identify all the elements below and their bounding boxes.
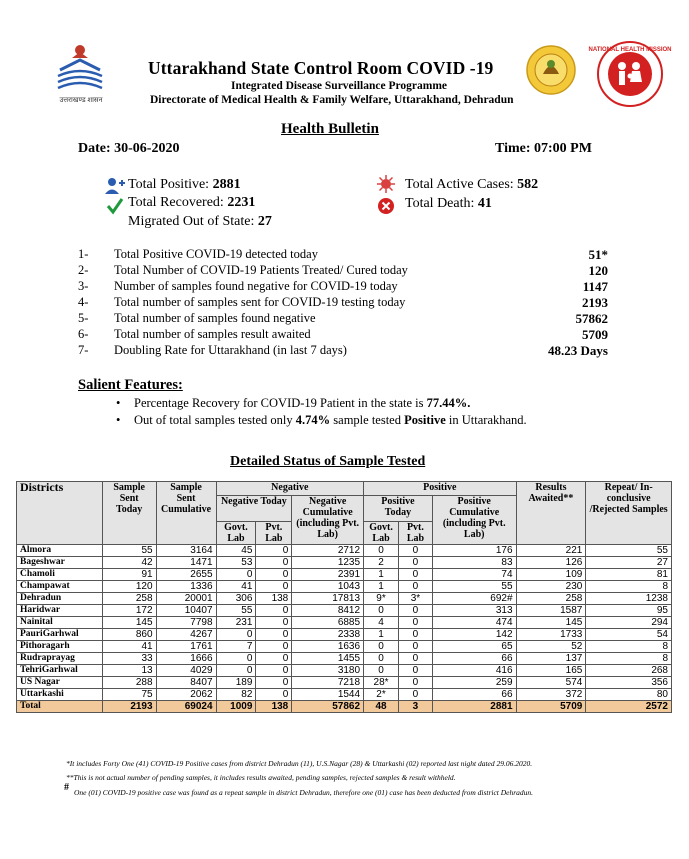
cell-sample-sent-today: 258 (102, 593, 156, 605)
cell-negative-cumulative: 1636 (292, 641, 364, 653)
cell-positive-govt-lab: 0 (364, 545, 399, 557)
cell-sample-sent-today: 172 (102, 605, 156, 617)
cell-positive-pvt-lab: 0 (399, 581, 433, 593)
cell-positive-govt-lab: 1 (364, 629, 399, 641)
header-negative: Negative (216, 482, 364, 496)
cell-results-awaited: 126 (516, 557, 586, 569)
cell-positive-cumulative: 416 (432, 665, 516, 677)
salient-features-list (112, 396, 527, 430)
stat-value: 1147 (582, 279, 608, 294)
sample-status-table (16, 481, 672, 713)
stat-row (78, 247, 608, 263)
stat-label: Total number of samples found negative (114, 311, 316, 325)
cell-positive-cumulative: 474 (432, 617, 516, 629)
positivity-percentage: 4.74% (295, 413, 331, 427)
footnote-hash-mark: # (64, 782, 69, 793)
header-positive-today: Positive Today (364, 496, 433, 522)
table-row (17, 677, 672, 689)
cell-negative-cumulative: 8412 (292, 605, 364, 617)
stat-number: 3- (78, 279, 89, 293)
total-recovered-label: Total Recovered: (128, 195, 224, 210)
cell-negative-govt-lab: 231 (216, 617, 256, 629)
stat-row (78, 327, 608, 343)
header-neg-pvt-lab: Pvt. Lab (256, 522, 292, 545)
salient-features-title: Salient Features: (78, 377, 183, 393)
cell-negative-pvt-lab: 0 (256, 689, 292, 701)
cell-sample-sent-cumulative: 1761 (156, 641, 216, 653)
footnote-positive-cases: *It includes Forty One (41) COVID-19 Positive cases from district Dehradun (11), U.S.Nagar (28) & Uttarkashi (02) reported last night dated 29.06.2020. (66, 759, 533, 768)
stat-number: 5- (78, 311, 89, 325)
cell-negative-pvt-lab: 0 (256, 545, 292, 557)
stat-label: Doubling Rate for Uttarakhand (in last 7 days) (114, 343, 347, 357)
cell-sample-sent-today: 145 (102, 617, 156, 629)
cell-negative-cumulative: 1455 (292, 653, 364, 665)
bulletin-time: Time: 07:00 PM (495, 141, 592, 156)
header-negative-cumulative: Negative Cumulative (including Pvt. Lab) (292, 496, 364, 545)
migrated-line (128, 214, 272, 230)
cell-positive-cumulative: 55 (432, 581, 516, 593)
cell-negative-govt-lab: 0 (216, 653, 256, 665)
cell-sample-sent-cumulative: 2655 (156, 569, 216, 581)
table-row (17, 545, 672, 557)
total-death-value: 41 (477, 196, 492, 211)
header-sample-sent-today: Sample Sent Today (102, 482, 156, 545)
cell-negative-cumulative: 1235 (292, 557, 364, 569)
cell-positive-govt-lab: 2* (364, 689, 399, 701)
cell-positive-pvt-lab: 0 (399, 617, 433, 629)
cell-negative-pvt-lab: 0 (256, 665, 292, 677)
stat-row (78, 311, 608, 327)
header-positive: Positive (364, 482, 516, 496)
cell-district-name: Bageshwar (17, 557, 103, 569)
cell-sample-sent-today: 120 (102, 581, 156, 593)
cell-negative-pvt-lab: 0 (256, 605, 292, 617)
cell-positive-pvt-lab: 0 (399, 629, 433, 641)
cell-district-name: Champawat (17, 581, 103, 593)
cell-results-awaited: 1733 (516, 629, 586, 641)
cell-repeat-samples: 356 (586, 677, 672, 689)
bullet-icon: • (116, 396, 121, 410)
cell-sample-sent-today: 860 (102, 629, 156, 641)
cell-negative-cumulative: 6885 (292, 617, 364, 629)
total-recovered-value: 2231 (227, 195, 256, 210)
nhm-logo-text: NATIONAL HEALTH MISSION (588, 47, 672, 53)
table-row (17, 641, 672, 653)
cell-positive-cumulative: 259 (432, 677, 516, 689)
salient-item-text: in Uttarakhand. (445, 413, 527, 427)
stat-number: 7- (78, 343, 89, 357)
cell-sample-sent-cumulative: 3164 (156, 545, 216, 557)
cell-positive-govt-lab: 4 (364, 617, 399, 629)
cell-positive-pvt-lab: 0 (399, 569, 433, 581)
cell-negative-pvt-lab: 0 (256, 617, 292, 629)
cell-negative-govt-lab: 189 (216, 677, 256, 689)
cell-positive-govt-lab: 1 (364, 581, 399, 593)
cell-negative-pvt-lab: 0 (256, 641, 292, 653)
table-title: Detailed Status of Sample Tested (230, 454, 426, 469)
cell-negative-govt-lab: 0 (216, 629, 256, 641)
table-row (17, 653, 672, 665)
header-subtitle-directorate: Directorate of Medical Health & Family Welfare, Uttarakhand, Dehradun (150, 94, 514, 106)
header-pos-pvt-lab: Pvt. Lab (399, 522, 433, 545)
cell-repeat-samples: 55 (586, 545, 672, 557)
cell-sample-sent-today: 75 (102, 689, 156, 701)
cell-positive-govt-lab: 1 (364, 569, 399, 581)
cell-positive-govt-lab: 28* (364, 677, 399, 689)
total-positive-line (128, 177, 241, 193)
cell-positive-cumulative: 74 (432, 569, 516, 581)
cell-results-awaited: 52 (516, 641, 586, 653)
stat-value: 2193 (582, 295, 608, 310)
cell-sample-sent-today: 2193 (102, 701, 156, 713)
cell-positive-pvt-lab: 3 (399, 701, 433, 713)
cell-results-awaited: 137 (516, 653, 586, 665)
cell-negative-cumulative: 1043 (292, 581, 364, 593)
salient-item-text: Out of total samples tested only (134, 413, 296, 427)
stat-value: 5709 (582, 327, 608, 342)
cell-results-awaited: 574 (516, 677, 586, 689)
cell-negative-pvt-lab: 0 (256, 557, 292, 569)
cell-positive-cumulative: 142 (432, 629, 516, 641)
stat-value: 57862 (575, 311, 608, 326)
table-row (17, 581, 672, 593)
cell-negative-govt-lab: 55 (216, 605, 256, 617)
footnote-repeat-sample: One (01) COVID-19 positive case was found as a repeat sample in district Dehradun, therefore one (01) case has been deducted from district Dehradun. (74, 788, 534, 797)
table-row (17, 629, 672, 641)
cell-sample-sent-cumulative: 1666 (156, 653, 216, 665)
virus-icon (376, 174, 396, 194)
bulletin-date: Date: 30-06-2020 (78, 141, 180, 156)
idsp-emblem-icon (525, 44, 577, 96)
cell-positive-cumulative: 692# (432, 593, 516, 605)
cell-district-name: US Nagar (17, 677, 103, 689)
footnote-pending-samples: **This is not actual number of pending samples, it includes results awaited, pending samples, rejected samples & result withheld. (66, 773, 456, 782)
cell-positive-cumulative: 2881 (432, 701, 516, 713)
cell-district-name: Haridwar (17, 605, 103, 617)
header-districts: Districts (17, 482, 103, 545)
stat-value: 51* (588, 247, 608, 262)
uttarakhand-govt-logo-icon (50, 42, 110, 94)
stat-number: 1- (78, 247, 89, 261)
cell-negative-govt-lab: 82 (216, 689, 256, 701)
stat-number: 2- (78, 263, 89, 277)
cell-repeat-samples: 27 (586, 557, 672, 569)
cell-repeat-samples: 95 (586, 605, 672, 617)
cell-negative-cumulative: 2712 (292, 545, 364, 557)
cell-district-name: Pithoragarh (17, 641, 103, 653)
header-positive-cumulative: Positive Cumulative (including Pvt. Lab) (432, 496, 516, 545)
table-row (17, 557, 672, 569)
cell-district-name: PauriGarhwal (17, 629, 103, 641)
cell-repeat-samples: 8 (586, 581, 672, 593)
cell-sample-sent-today: 41 (102, 641, 156, 653)
cell-negative-govt-lab: 7 (216, 641, 256, 653)
total-positive-value: 2881 (212, 177, 241, 192)
cell-positive-cumulative: 66 (432, 689, 516, 701)
stat-number: 6- (78, 327, 89, 341)
cell-sample-sent-today: 13 (102, 665, 156, 677)
table-body (17, 545, 672, 713)
cell-results-awaited: 109 (516, 569, 586, 581)
cell-results-awaited: 1587 (516, 605, 586, 617)
table-row (17, 605, 672, 617)
cell-sample-sent-today: 55 (102, 545, 156, 557)
salient-item-positivity (112, 413, 527, 430)
table-row (17, 569, 672, 581)
cell-positive-pvt-lab: 0 (399, 545, 433, 557)
check-icon (106, 197, 124, 215)
cell-repeat-samples: 1238 (586, 593, 672, 605)
cell-sample-sent-cumulative: 10407 (156, 605, 216, 617)
total-recovered-line (128, 195, 255, 211)
cell-district-name: Dehradun (17, 593, 103, 605)
header-repeat-samples: Repeat/ In-conclusive /Rejected Samples (586, 482, 672, 545)
cell-negative-cumulative: 2391 (292, 569, 364, 581)
cell-sample-sent-cumulative: 8407 (156, 677, 216, 689)
cell-repeat-samples: 2572 (586, 701, 672, 713)
stat-number: 4- (78, 295, 89, 309)
cell-negative-pvt-lab: 138 (256, 593, 292, 605)
cell-negative-cumulative: 1544 (292, 689, 364, 701)
cell-negative-pvt-lab: 138 (256, 701, 292, 713)
positive-word: Positive (404, 413, 446, 427)
cell-district-name: Chamoli (17, 569, 103, 581)
header-negative-today: Negative Today (216, 496, 292, 522)
cell-positive-pvt-lab: 0 (399, 557, 433, 569)
cell-repeat-samples: 80 (586, 689, 672, 701)
stats-list (78, 247, 608, 359)
header-subtitle-programme: Integrated Disease Surveillance Programme (231, 80, 448, 92)
cell-repeat-samples: 8 (586, 653, 672, 665)
cell-sample-sent-cumulative: 7798 (156, 617, 216, 629)
cell-negative-govt-lab: 53 (216, 557, 256, 569)
cell-repeat-samples: 8 (586, 641, 672, 653)
cell-positive-cumulative: 313 (432, 605, 516, 617)
cell-sample-sent-today: 288 (102, 677, 156, 689)
stat-row (78, 263, 608, 279)
stat-label: Total Number of COVID-19 Patients Treated/ Cured today (114, 263, 408, 277)
cell-positive-pvt-lab: 0 (399, 665, 433, 677)
cell-results-awaited: 258 (516, 593, 586, 605)
cell-district-name: TehriGarhwal (17, 665, 103, 677)
cell-negative-govt-lab: 306 (216, 593, 256, 605)
table-total-row (17, 701, 672, 713)
cell-positive-govt-lab: 0 (364, 665, 399, 677)
stat-value: 48.23 Days (548, 343, 608, 358)
stat-row (78, 279, 608, 295)
cell-positive-pvt-lab: 0 (399, 677, 433, 689)
cell-sample-sent-cumulative: 4029 (156, 665, 216, 677)
national-health-mission-logo-icon (588, 40, 672, 108)
stat-label: Total number of samples result awaited (114, 327, 311, 341)
stat-value: 120 (588, 263, 608, 278)
cell-repeat-samples: 54 (586, 629, 672, 641)
total-positive-label: Total Positive: (128, 177, 210, 192)
cell-results-awaited: 221 (516, 545, 586, 557)
cell-negative-cumulative: 57862 (292, 701, 364, 713)
cell-negative-pvt-lab: 0 (256, 581, 292, 593)
stat-row (78, 295, 608, 311)
cell-positive-govt-lab: 0 (364, 605, 399, 617)
table-row (17, 593, 672, 605)
header-results-awaited: Results Awaited** (516, 482, 586, 545)
cell-negative-govt-lab: 0 (216, 569, 256, 581)
bulletin-title: Health Bulletin (281, 121, 379, 137)
bullet-icon: • (116, 413, 121, 427)
header-sample-sent-cumulative: Sample Sent Cumulative (156, 482, 216, 545)
cell-positive-cumulative: 176 (432, 545, 516, 557)
stat-row (78, 343, 608, 359)
stat-label: Total number of samples sent for COVID-19 testing today (114, 295, 406, 309)
cell-negative-govt-lab: 0 (216, 665, 256, 677)
cell-positive-cumulative: 83 (432, 557, 516, 569)
active-cases-value: 582 (517, 177, 539, 192)
cell-positive-govt-lab: 0 (364, 653, 399, 665)
cell-repeat-samples: 81 (586, 569, 672, 581)
table-row (17, 617, 672, 629)
cell-negative-govt-lab: 1009 (216, 701, 256, 713)
migrated-label: Migrated Out of State: (128, 214, 255, 229)
header-pos-govt-lab: Govt. Lab (364, 522, 399, 545)
cell-positive-govt-lab: 2 (364, 557, 399, 569)
cell-district-name: Nainital (17, 617, 103, 629)
salient-item-recovery (112, 396, 527, 413)
cell-district-name: Rudraprayag (17, 653, 103, 665)
cell-district-name: Total (17, 701, 103, 713)
cell-positive-cumulative: 66 (432, 653, 516, 665)
header-neg-govt-lab: Govt. Lab (216, 522, 256, 545)
cell-negative-govt-lab: 45 (216, 545, 256, 557)
cell-sample-sent-cumulative: 69024 (156, 701, 216, 713)
cell-negative-cumulative: 17813 (292, 593, 364, 605)
cell-results-awaited: 230 (516, 581, 586, 593)
header-title: Uttarakhand State Control Room COVID -19 (148, 58, 494, 78)
cell-positive-pvt-lab: 3* (399, 593, 433, 605)
total-death-label: Total Death: (405, 196, 475, 211)
table-row (17, 689, 672, 701)
total-death-line (405, 196, 492, 212)
cell-sample-sent-today: 91 (102, 569, 156, 581)
cell-sample-sent-cumulative: 20001 (156, 593, 216, 605)
cell-sample-sent-cumulative: 1471 (156, 557, 216, 569)
active-cases-line (405, 177, 538, 193)
left-logo-caption: उत्तराखण्ड शासन (59, 96, 103, 104)
cell-positive-govt-lab: 0 (364, 641, 399, 653)
cell-results-awaited: 372 (516, 689, 586, 701)
cell-negative-govt-lab: 41 (216, 581, 256, 593)
cell-sample-sent-today: 33 (102, 653, 156, 665)
cell-positive-cumulative: 65 (432, 641, 516, 653)
cell-results-awaited: 5709 (516, 701, 586, 713)
cell-negative-pvt-lab: 0 (256, 677, 292, 689)
migrated-value: 27 (257, 214, 272, 229)
cell-positive-pvt-lab: 0 (399, 653, 433, 665)
cell-negative-cumulative: 2338 (292, 629, 364, 641)
salient-item-text: sample tested (330, 413, 405, 427)
cell-repeat-samples: 268 (586, 665, 672, 677)
cell-sample-sent-cumulative: 2062 (156, 689, 216, 701)
cell-repeat-samples: 294 (586, 617, 672, 629)
cell-positive-govt-lab: 48 (364, 701, 399, 713)
cell-results-awaited: 145 (516, 617, 586, 629)
cell-negative-pvt-lab: 0 (256, 629, 292, 641)
stat-label: Total Positive COVID-19 detected today (114, 247, 318, 261)
cell-results-awaited: 165 (516, 665, 586, 677)
cell-positive-pvt-lab: 0 (399, 641, 433, 653)
cell-district-name: Almora (17, 545, 103, 557)
salient-item-text: Percentage Recovery for COVID-19 Patient in the state is (134, 396, 427, 410)
cell-sample-sent-cumulative: 4267 (156, 629, 216, 641)
cell-negative-cumulative: 3180 (292, 665, 364, 677)
cell-positive-govt-lab: 9* (364, 593, 399, 605)
cell-positive-pvt-lab: 0 (399, 689, 433, 701)
cell-sample-sent-cumulative: 1336 (156, 581, 216, 593)
add-user-icon (104, 177, 126, 195)
cell-negative-pvt-lab: 0 (256, 653, 292, 665)
stat-label: Number of samples found negative for COVID-19 today (114, 279, 398, 293)
cell-sample-sent-today: 42 (102, 557, 156, 569)
close-circle-icon (377, 197, 395, 215)
cell-positive-pvt-lab: 0 (399, 605, 433, 617)
table-row (17, 665, 672, 677)
cell-district-name: Uttarkashi (17, 689, 103, 701)
recovery-percentage: 77.44%. (426, 396, 471, 410)
cell-negative-cumulative: 7218 (292, 677, 364, 689)
cell-negative-pvt-lab: 0 (256, 569, 292, 581)
active-cases-label: Total Active Cases: (405, 177, 514, 192)
